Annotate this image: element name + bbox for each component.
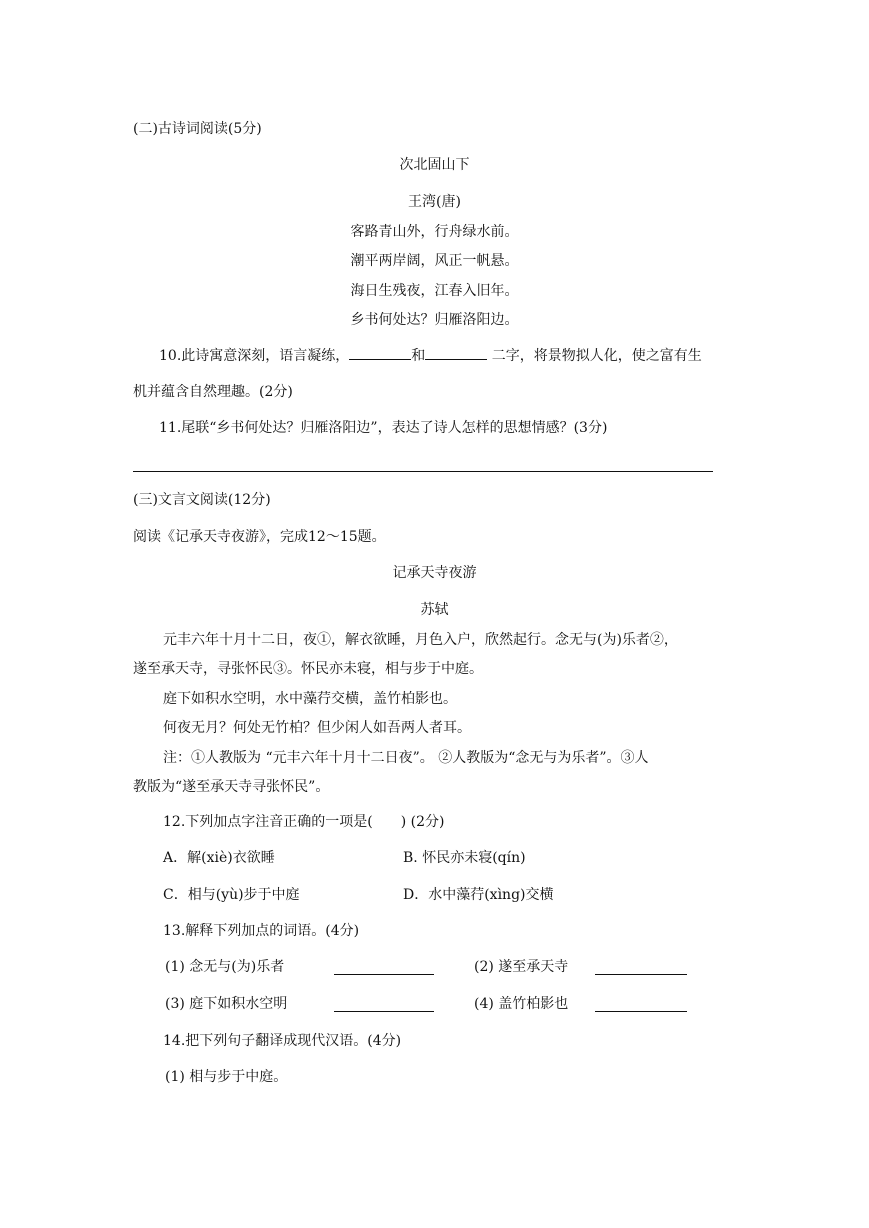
question-12: 12.下列加点字注音正确的一项是( ) (2分) [163,814,445,830]
question-10-text-a: 10.此诗寓意深刻，语言凝练， [159,348,350,364]
text-author: 苏轼 [420,602,449,618]
q13-item-1: (1) 念无与(为)乐者 [165,959,285,975]
q14-item-1: (1) 相与步于中庭。 [165,1069,288,1085]
answer-line-13-1[interactable] [334,974,434,975]
section-heading-poetry: (二)古诗词阅读(5分) [133,121,262,137]
note-line: 注：①人教版为 “元丰六年十月十二日夜”。 ②人教版为“念无与为乐者”。③人 [163,750,649,766]
option-a[interactable]: A．解(xiè)衣欲睡 [163,850,275,866]
poem-line: 乡书何处达？归雁洛阳边。 [350,312,519,328]
q13-item-2: (2) 遂至承天寺 [474,959,569,975]
section-heading-classical: (三)文言文阅读(12分) [133,492,271,508]
passage-line: 何夜无月？何处无竹柏？但少闲人如吾两人者耳。 [163,720,471,736]
note-line: 教版为“遂至承天寺寻张怀民”。 [133,779,330,795]
answer-line-13-4[interactable] [595,1011,687,1012]
question-14: 14.把下列句子翻译成现代汉语。(4分) [163,1033,402,1049]
option-b[interactable]: B. 怀民亦未寝(qín) [403,850,526,866]
poem-author: 王湾(唐) [408,194,461,210]
poem-line: 潮平两岸阔，风正一帆悬。 [350,253,519,269]
poem-line: 海日生残夜，江春入旧年。 [350,283,519,299]
question-10 [159,345,702,366]
answer-line-13-3[interactable] [334,1011,434,1012]
q13-item-4: (4) 盖竹柏影也 [474,996,569,1012]
passage-line: 庭下如积水空明，水中藻荇交横，盖竹柏影也。 [163,691,457,707]
text-title: 记承天寺夜游 [392,565,477,581]
answer-blank-10a[interactable] [349,345,411,360]
option-c[interactable]: C．相与(yù)步于中庭 [163,887,300,903]
answer-line-11[interactable] [133,471,713,472]
poem-title: 次北固山下 [399,157,470,173]
question-10-text-mid: 和 [411,348,426,364]
passage-line: 遂至承天寺，寻张怀民③。怀民亦未寝，相与步于中庭。 [133,661,483,677]
q13-item-3: (3) 庭下如积水空明 [165,996,288,1012]
question-13: 13.解释下列加点的词语。(4分) [163,923,360,939]
answer-blank-10b[interactable] [425,345,487,360]
question-10-text-b: 二字，将景物拟人化，使之富有生 [487,348,702,364]
answer-line-13-2[interactable] [595,974,687,975]
poem-line: 客路青山外，行舟绿水前。 [350,224,519,240]
section-intro: 阅读《记承天寺夜游》，完成12～15题。 [133,529,386,545]
question-11: 11.尾联“乡书何处达？归雁洛阳边”，表达了诗人怎样的思想情感？(3分) [159,420,608,436]
option-d[interactable]: D．水中藻荇(xìng)交横 [403,887,554,903]
passage-line: 元丰六年十月十二日，夜①，解衣欲睡，月色入户，欣然起行。念无与(为)乐者②， [163,632,678,648]
question-10-continuation: 机并蕴含自然理趣。(2分) [133,384,293,400]
